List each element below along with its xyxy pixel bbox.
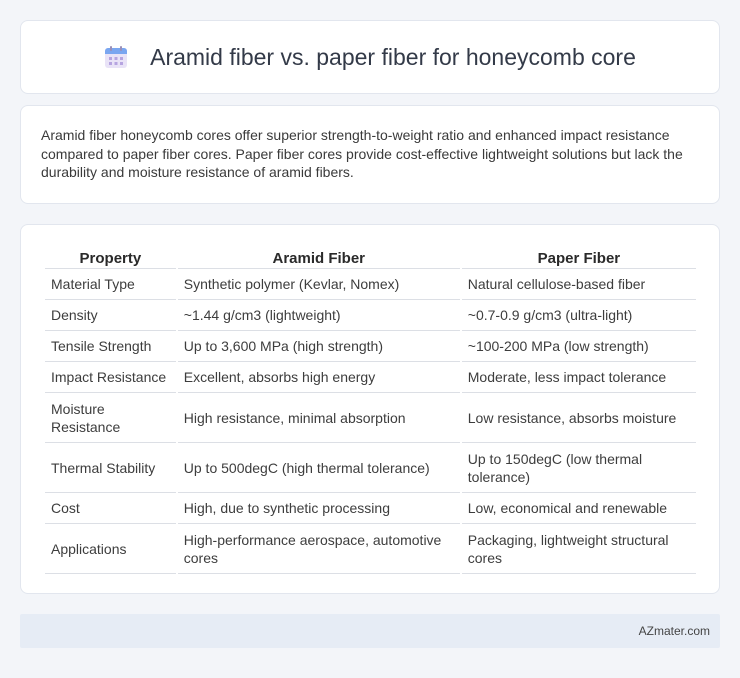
comparison-table-card: [20, 224, 720, 594]
aramid-cell: High, due to synthetic processing: [178, 493, 460, 524]
paper-cell: Natural cellulose-based fiber: [462, 269, 696, 300]
table-row: [45, 300, 696, 331]
property-cell: Thermal Stability: [45, 443, 176, 493]
comparison-table: [43, 247, 698, 574]
table-row: [45, 524, 696, 574]
property-cell: Cost: [45, 493, 176, 524]
property-cell: Material Type: [45, 269, 176, 300]
column-header-paper: Paper Fiber: [462, 247, 696, 269]
paper-cell: Low resistance, absorbs moisture: [462, 393, 696, 443]
calendar-icon: [104, 45, 128, 69]
aramid-cell: Up to 500degC (high thermal tolerance): [178, 443, 460, 493]
column-header-property: Property: [45, 247, 176, 269]
aramid-cell: Up to 3,600 MPa (high strength): [178, 331, 460, 362]
property-cell: Applications: [45, 524, 176, 574]
table-row: [45, 331, 696, 362]
paper-cell: Moderate, less impact tolerance: [462, 362, 696, 393]
table-header-row: [45, 247, 696, 269]
table-row: [45, 443, 696, 493]
property-cell: Moisture Resistance: [45, 393, 176, 443]
page-title: Aramid fiber vs. paper fiber for honeycomb core: [150, 43, 636, 70]
paper-cell: Low, economical and renewable: [462, 493, 696, 524]
aramid-cell: High resistance, minimal absorption: [178, 393, 460, 443]
property-cell: Density: [45, 300, 176, 331]
summary-text: Aramid fiber honeycomb cores offer superior strength-to-weight ratio and enhanced impact resistance compared to paper fiber cores. Paper fiber cores provide cost-effective lightweight solutions but lack the durability and moisture resistance of aramid fibers.: [41, 127, 683, 180]
footer-brand[interactable]: AZmater.com: [638, 624, 710, 638]
table-row: [45, 269, 696, 300]
summary-card: [20, 105, 720, 204]
property-cell: Tensile Strength: [45, 331, 176, 362]
paper-cell: ~100-200 MPa (low strength): [462, 331, 696, 362]
table-row: [45, 362, 696, 393]
paper-cell: ~0.7-0.9 g/cm3 (ultra-light): [462, 300, 696, 331]
table-row: [45, 493, 696, 524]
aramid-cell: Synthetic polymer (Kevlar, Nomex): [178, 269, 460, 300]
paper-cell: Up to 150degC (low thermal tolerance): [462, 443, 696, 493]
column-header-aramid: Aramid Fiber: [178, 247, 460, 269]
paper-cell: Packaging, lightweight structural cores: [462, 524, 696, 574]
property-cell: Impact Resistance: [45, 362, 176, 393]
aramid-cell: High-performance aerospace, automotive cores: [178, 524, 460, 574]
footer: [20, 614, 720, 648]
aramid-cell: ~1.44 g/cm3 (lightweight): [178, 300, 460, 331]
title-card: [20, 20, 720, 94]
aramid-cell: Excellent, absorbs high energy: [178, 362, 460, 393]
table-row: [45, 393, 696, 443]
